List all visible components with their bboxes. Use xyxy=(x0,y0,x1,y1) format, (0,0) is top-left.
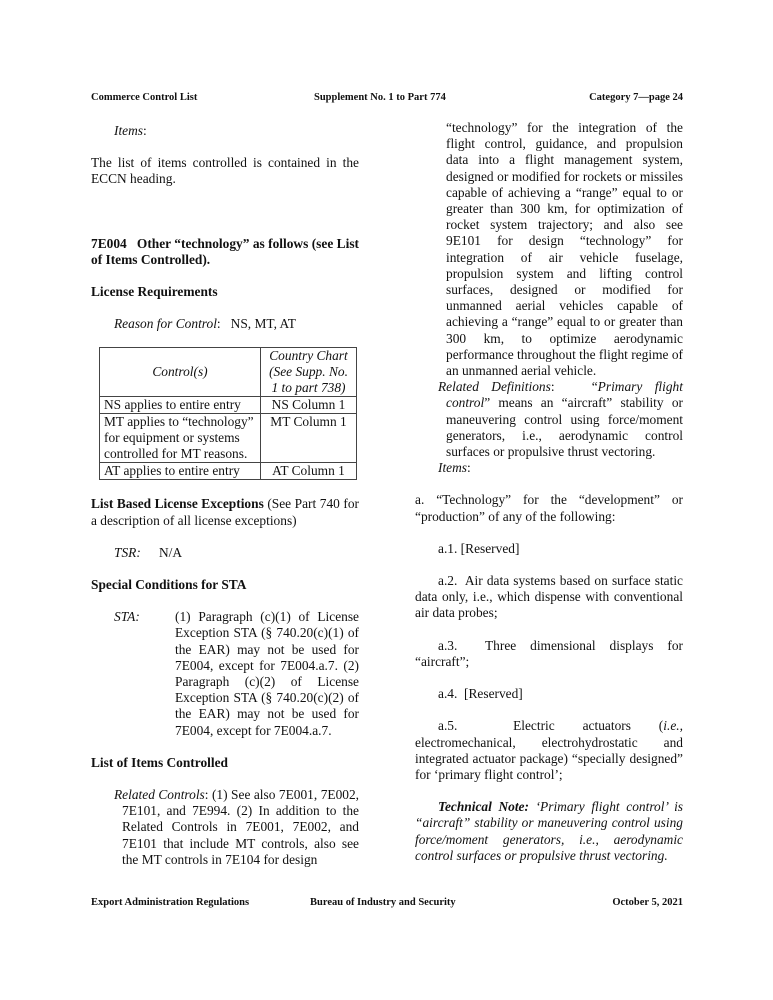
item-a5-pre: a.5. Electric actuators ( xyxy=(438,718,664,734)
sta-text: (1) Paragraph (c)(1) of License Exception STA (§ 740.20(c)(1) of the EAR) may not be used for 7E004, except for 7E004.a.7. (2) Paragraph (c)(2) of License Exception STA (§ 740.20(c)(2) of the EAR) may not be used for 7E004, except for 7E004.a.7. xyxy=(175,609,359,738)
related-controls-text: : (1) See also 7E001, 7E002, 7E101, and 7E994. (2) In addition to the Related Controls in 7E001, 7E002, and 7E101 that include MT controls, also see the MT controls in 7E104 for design xyxy=(122,787,359,867)
lble-heading: List Based License Exceptions xyxy=(91,496,264,512)
related-controls-label: Related Controls xyxy=(114,787,205,803)
tsr-label: TSR: xyxy=(114,544,141,560)
table-row xyxy=(100,397,357,414)
sta-label: STA: xyxy=(114,609,140,625)
related-definitions-colon: : “ xyxy=(550,379,598,395)
control-table xyxy=(99,347,357,480)
table-cell: AT applies to entire entry xyxy=(100,463,261,480)
footer-left: Export Administration Regulations xyxy=(91,897,250,908)
item-a5-ie: i.e., xyxy=(663,718,683,734)
related-definitions-label: Related Definitions xyxy=(438,379,551,395)
table-row xyxy=(100,414,357,463)
item-a2: a.2. Air data systems based on surface static data only, i.e., which dispense with conventional air data probes; xyxy=(415,573,687,621)
license-requirements-heading: License Requirements xyxy=(91,284,218,300)
items-label-right: Items xyxy=(438,460,468,476)
table-cell: MT Column 1 xyxy=(261,414,357,463)
lble-note: (See Part 740 for a description of all license exceptions) xyxy=(91,496,359,528)
table-header: Country Chart (See Supp. No. 1 to part 738) xyxy=(261,348,357,397)
eccn-heading: 7E004 Other “technology” as follows (see List of Items Controlled). xyxy=(91,235,363,267)
loic-heading: List of Items Controlled xyxy=(91,754,228,770)
table-cell: NS Column 1 xyxy=(261,397,357,414)
table-header-row xyxy=(100,348,357,397)
related-definitions-term: Primary flight control xyxy=(446,379,683,411)
reason-value: : NS, MT, AT xyxy=(216,316,296,332)
header-left: Commerce Control List xyxy=(91,92,198,103)
table-cell: NS applies to entire entry xyxy=(100,397,261,414)
sta-heading: Special Conditions for STA xyxy=(91,577,247,593)
table-header: Control(s) xyxy=(100,348,261,397)
table-row xyxy=(100,463,357,480)
items-colon: : xyxy=(143,123,147,138)
table-cell: MT applies to “technology” for equipment or systems controlled for MT reasons. xyxy=(100,414,261,463)
related-controls-continued: “technology” for the integration of the flight control, guidance, and propulsion data into a flight management system, designed or modified for rockets or missiles capable of achieving a “range” equal to or greater than 300 km, for optimization of rocket system trajectory; and also see 9E101 for design “technology” for integration of air vehicle fuselage, propulsion system and lifting control surfaces, designed or modified for unmanned aerial vehicles capable of achieving a “range” equal to or greater than 300 km, to optimize aerodynamic performance throughout the flight regime of an unmanned aerial vehicle. xyxy=(446,120,683,379)
left-column xyxy=(91,120,363,868)
items-colon-right: : xyxy=(467,460,471,476)
tsr-value: N/A xyxy=(159,544,183,560)
technical-note-label: Technical Note: xyxy=(438,799,529,815)
header-right: Category 7—page 24 xyxy=(589,92,683,103)
sta-entry xyxy=(91,609,359,739)
item-a5-post: electromechanical, electrohydrostatic and integrated actuator package) “specially designed” for ‘primary flight control’; xyxy=(415,734,683,782)
item-a3: a.3. Three dimensional displays for “aircraft”; xyxy=(415,637,687,669)
items-label: Items xyxy=(114,123,144,138)
header-center: Supplement No. 1 to Part 774 xyxy=(314,92,446,103)
item-a4: a.4. [Reserved] xyxy=(438,686,523,702)
page-header xyxy=(91,92,683,108)
item-a: a. “Technology” for the “development” or “production” of any of the following: xyxy=(415,492,683,524)
reason-label: Reason for Control xyxy=(114,316,217,332)
right-column xyxy=(415,120,687,864)
footer-right: October 5, 2021 xyxy=(612,897,683,908)
items-text: The list of items controlled is contained in the ECCN heading. xyxy=(91,155,359,187)
item-a1: a.1. [Reserved] xyxy=(438,540,520,556)
related-definitions-text: ” means an “aircraft” stability or maneuvering control using force/moment generators, i.e., aerodynamic control surfaces or propulsive thrust vectoring. xyxy=(446,395,683,460)
table-cell: AT Column 1 xyxy=(261,463,357,480)
technical-note-text: ‘Primary flight control’ is “aircraft” stability or maneuvering control using force/moment generators, i.e., aerodynamic control surfaces or propulsive thrust vectoring. xyxy=(415,799,683,863)
page-footer xyxy=(91,897,683,913)
footer-center: Bureau of Industry and Security xyxy=(310,897,456,908)
